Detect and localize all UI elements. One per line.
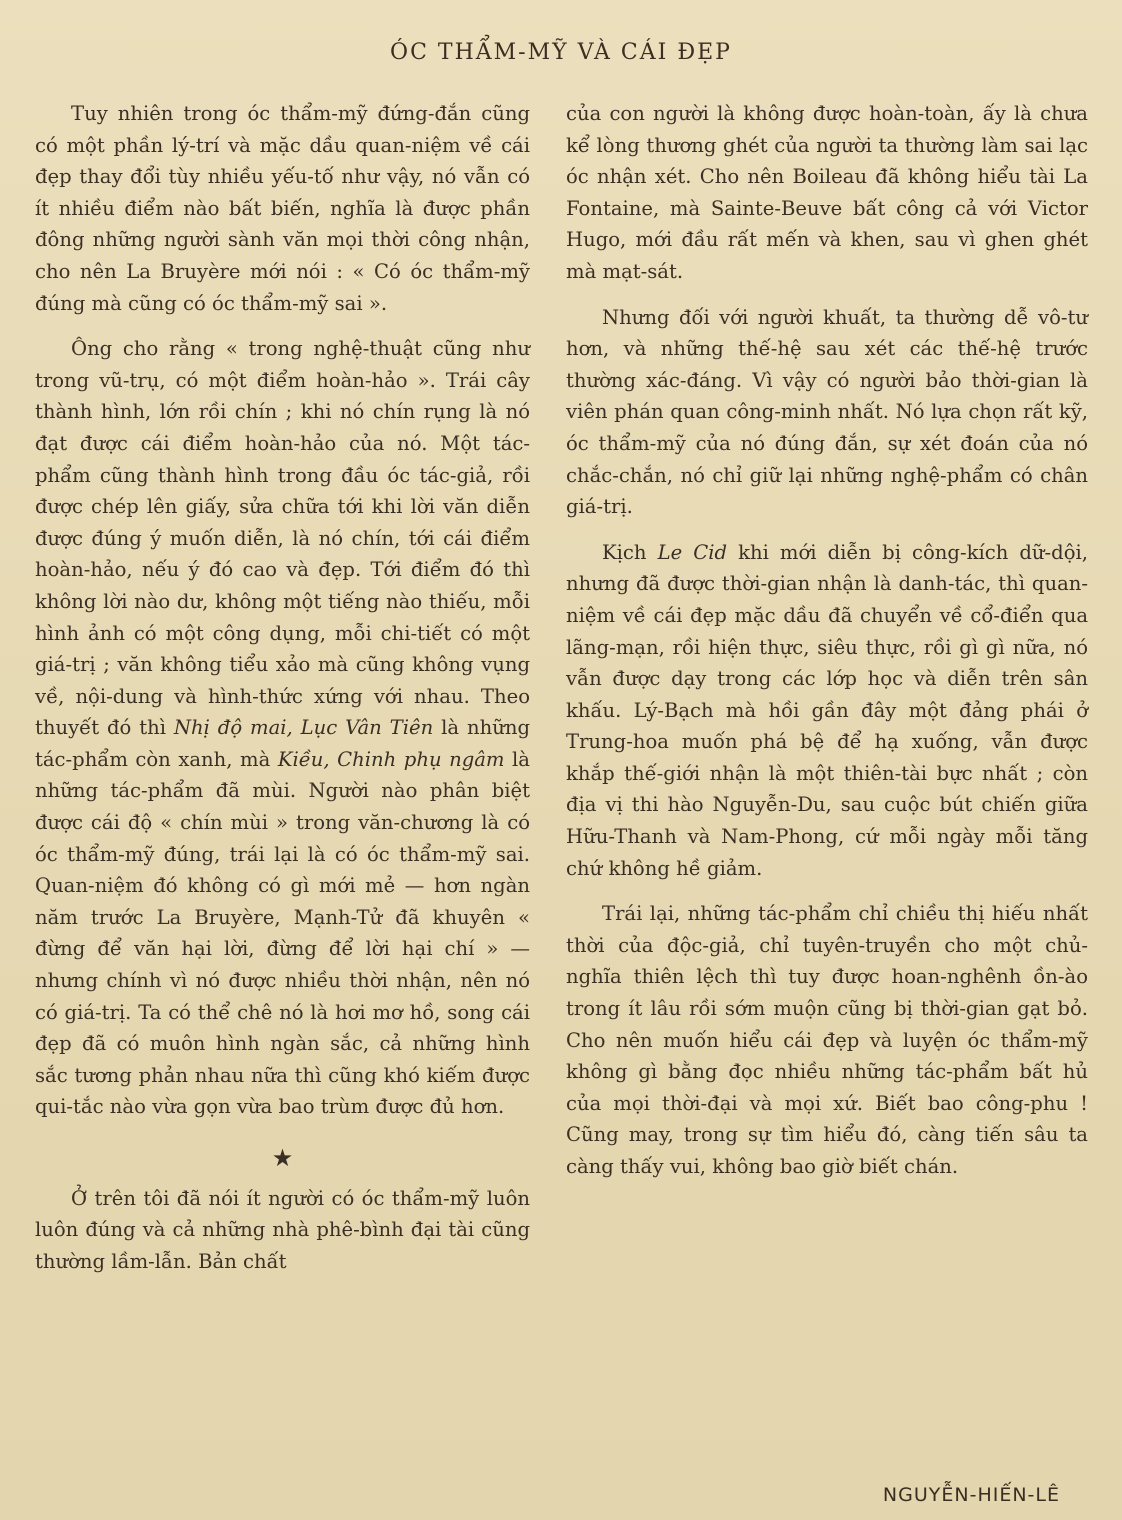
paragraph-continued: của con người là không được hoàn-toàn, ấy là chưa kể lòng thương ghét của người ta thường làm sai lạc óc nhận xét. Cho nên Boileau đã không hiểu tài La Fontaine, mà Sainte-Beuve bất công cả với Victor Hugo, mới đầu rất mến và khen, sau vì ghen ghét mà mạt-sát. <box>566 102 1088 283</box>
paragraph-4: Nhưng đối với người khuất, ta thường dễ vô-tư hơn, và những thế-hệ sau xét các thế-hệ trước thường xác-đáng. Vì vậy có người bảo thời-gian là viên phán quan công-minh nhất. Nó lựa chọn rất kỹ, óc thẩm-mỹ của nó đúng đắn, sự xét đoán của nó chắc-chắn, nó chỉ giữ lại những nghệ-phẩm có chân giá-trị. <box>566 305 1088 519</box>
italic-play-title: Le Cid <box>657 540 728 564</box>
paragraph-2-part-a: Ông cho rằng « trong nghệ-thuật cũng như trong vũ-trụ, có một điểm hoàn-hảo ». Trái cây thành hình, lớn rồi chín ; khi nó chín rụng là nó đạt được cái điểm hoàn-hảo của nó. Một tác-phẩm cũng thành hình trong đầu óc tác-giả, rồi được chép lên giấy, sửa chữa tới khi lời văn diễn được đúng ý muốn diễn, là nó chín, tới cái điểm hoàn-hảo, nếu ý đó cao và đẹp. Tới điểm đó thì không lời nào dư, không một tiếng nào thiếu, mỗi hình ảnh có một công dụng, mỗi chi-tiết có một giá-trị ; văn không tiểu xảo mà cũng không vụng về, nội-dung và hình-thức xứng với nhau. Theo thuyết đó thì <box>35 337 530 740</box>
page-title: ÓC THẨM-MỸ VÀ CÁI ĐẸP <box>390 40 732 65</box>
paragraph-5 <box>566 537 1088 885</box>
author-signature: NGUYỄN-HIẾN-LÊ <box>882 1484 1060 1506</box>
paragraph-2 <box>35 333 530 1123</box>
paragraph-2-part-c: là những tác-phẩm đã mùi. Người nào phân biệt được cái độ « chín mùi » trong văn-chương là có óc thẩm-mỹ đúng, trái lại là có óc thẩm-mỹ sai. Quan-niệm đó không có gì mới mẻ — hơn ngàn năm trước La Bruyère, Mạnh-Tử đã khuyên « đừng để văn hại lời, đừng để lời hại chí » — nhưng chính vì nó được nhiều thời nhận, nên nó có giá-trị. Ta có thể chê nó là hơi mơ hồ, song cái đẹp đã có muôn hình ngàn sắc, cả những hình sắc tương phản nhau nữa thì cũng khó kiếm được qui-tắc nào vừa gọn vừa bao trùm được đủ hơn. <box>35 747 530 1119</box>
left-column <box>35 98 530 1277</box>
paragraph-6: Trái lại, những tác-phẩm chỉ chiều thị hiếu nhất thời của độc-giả, chỉ tuyên-truyền cho một chủ-nghĩa thiên lệch thì tuy được hoan-nghênh ồn-ào trong ít lâu rồi sớm muộn cũng bị thời-gian gạt bỏ. Cho nên muốn hiểu cái đẹp và luyện óc thẩm-mỹ không gì bằng đọc nhiều những tác-phẩm bất hủ của mọi thời-đại và mọi xứ. Biết bao công-phu ! Cũng may, trong sự tìm hiểu đó, càng tiến sâu ta càng thấy vui, không bao giờ biết chán. <box>566 902 1088 1178</box>
paragraph-5-part-b: khi mới diễn bị công-kích dữ-dội, nhưng đã được thời-gian nhận là danh-tác, thì quan-niệm về cái đẹp mặc dầu đã chuyển về cổ-điển qua lãng-mạn, rồi hiện thực, siêu thực, rồi gì gì nữa, nó vẫn được dạy trong các lớp học và diễn trên sân khấu. Lý-Bạch mà hồi gần đây một đảng phái ở Trung-hoa muốn phá bệ để hạ xuống, vẫn được khắp thế-giới nhận là một thiên-tài bực nhất ; còn địa vị thi hào Nguyễn-Du, sau cuộc bút chiến giữa Hữu-Thanh và Nam-Phong, cứ mỗi ngày mỗi tăng chứ không hề giảm. <box>566 540 1088 880</box>
paragraph-1: Tuy nhiên trong óc thẩm-mỹ đứng-đắn cũng có một phần lý-trí và mặc dầu quan-niệm về cái đẹp thay đổi tùy nhiều yếu-tố như vậy, nó vẫn có ít nhiều điểm nào bất biến, nghĩa là được phần đông những người sành văn mọi thời công nhận, cho nên La Bruyère mới nói : « Có óc thẩm-mỹ đúng mà cũng có óc thẩm-mỹ sai ». <box>35 102 530 315</box>
italic-titles-2: Kiều, Chinh phụ ngâm <box>277 747 505 771</box>
paragraph-5-part-a: Kịch <box>602 540 658 564</box>
right-column <box>566 98 1088 1183</box>
italic-titles-1: Nhị độ mai, Lục Vân Tiên <box>173 716 434 740</box>
paragraph-3: Ở trên tôi đã nói ít người có óc thẩm-mỹ luôn luôn đúng và cả những nhà phê-bình đại tài cũng thường lầm-lẫn. Bản chất <box>35 1186 530 1273</box>
paragraph-2-part-b: là những tác-phẩm còn xanh, mà <box>35 716 530 771</box>
star-icon: ★ <box>271 1144 294 1172</box>
